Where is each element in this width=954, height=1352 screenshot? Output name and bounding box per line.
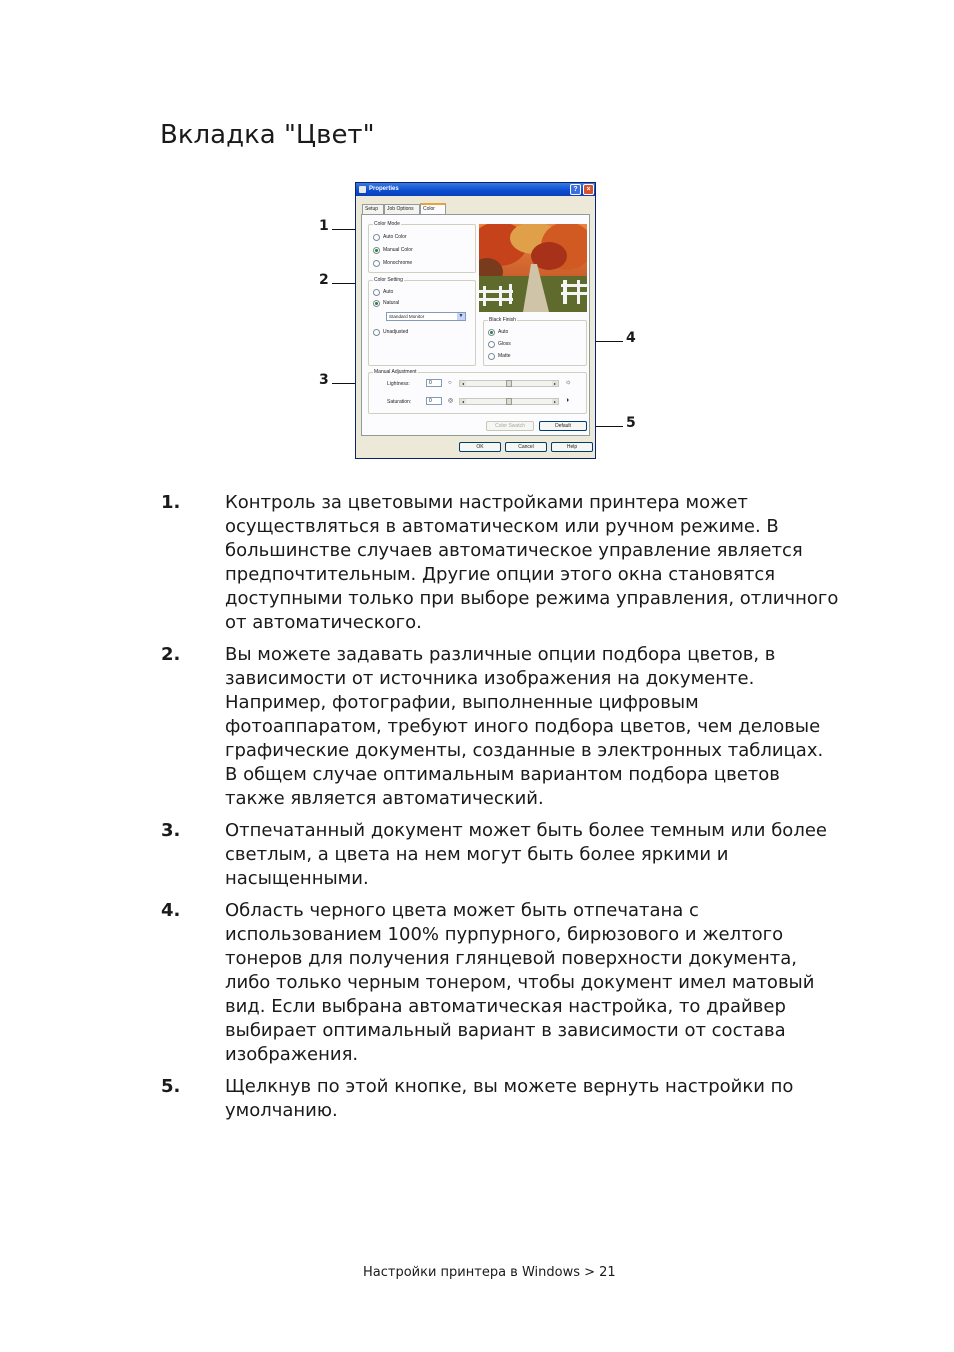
radio-label: Auto: [383, 289, 394, 295]
high-saturation-icon: ◑: [565, 397, 570, 404]
list-item: [160, 899, 840, 1067]
color-tab-panel: [361, 214, 590, 436]
slider-thumb[interactable]: [506, 380, 512, 387]
item-text: Отпечатанный документ может быть более темным или более светлым, а цвета на нем могут быть более яркими и насыщенными.: [225, 820, 827, 889]
ok-button[interactable]: OK: [459, 442, 501, 452]
monitor-profile-select[interactable]: [386, 312, 466, 321]
item-text: Контроль за цветовыми настройками принтера может осуществляться в автоматическом или ручном режиме. В большинстве случаев автоматическое управление является предпочтительным. Другие опции этого окна становятся доступными только при выборе режима управления, отличного от автоматического.: [225, 492, 839, 633]
lightness-slider[interactable]: [459, 380, 559, 387]
low-saturation-icon: ◎: [448, 398, 454, 404]
item-text: Вы можете задавать различные опции подбора цветов, в зависимости от источника изображения на документе. Например, фотографии, выполненные цифровым фотоаппаратом, требуют иного подбора цветов, чем деловые графические документы, созданные в электронных таблицах. В общем случае оптимальным вариантом подбора цветов также является автоматический.: [225, 644, 824, 809]
close-icon[interactable]: ×: [583, 184, 594, 195]
callout-2: 2: [319, 272, 329, 288]
slider-left-arrow-icon[interactable]: ◂: [461, 399, 464, 404]
slider-right-arrow-icon[interactable]: ▸: [553, 399, 556, 404]
item-number: 5.: [161, 1076, 181, 1097]
help-icon[interactable]: ?: [570, 184, 581, 195]
item-text: Щелкнув по этой кнопке, вы можете вернуть настройки по умолчанию.: [225, 1076, 794, 1121]
radio-button[interactable]: [373, 329, 380, 336]
radio-label: Auto Color: [383, 234, 407, 240]
black-finish-label: Black Finish: [489, 317, 516, 323]
radio-button[interactable]: [373, 289, 380, 296]
item-number: 3.: [161, 820, 181, 841]
cancel-button[interactable]: Cancel: [505, 442, 547, 452]
printer-icon: [359, 186, 366, 193]
slider-thumb[interactable]: [506, 398, 512, 405]
lightness-row: [375, 379, 585, 389]
dialog-titlebar[interactable]: [356, 183, 595, 196]
page-title: Вкладка "Цвет": [160, 120, 375, 150]
radio-button[interactable]: [488, 341, 495, 348]
radio-button[interactable]: [488, 353, 495, 360]
saturation-slider[interactable]: [459, 398, 559, 405]
list-item: [160, 491, 840, 635]
select-value: Standard Monitor: [389, 314, 425, 319]
preview-photo: [479, 224, 587, 312]
radio-button-selected[interactable]: [488, 329, 495, 336]
slider-left-arrow-icon[interactable]: ◂: [461, 381, 464, 386]
default-button[interactable]: Default: [539, 421, 587, 431]
autumn-road-photo: [479, 224, 587, 312]
color-swatch-button[interactable]: Color Swatch: [486, 421, 534, 431]
radio-label: Unadjusted: [383, 329, 409, 335]
list-item: [160, 643, 840, 811]
tab-setup[interactable]: Setup: [362, 204, 384, 214]
color-setting-label: Color Setting: [374, 277, 403, 283]
color-setting-group: [368, 277, 476, 366]
color-mode-label: Color Mode: [374, 221, 400, 227]
radio-button-selected[interactable]: [373, 300, 380, 307]
radio-button[interactable]: [373, 260, 380, 267]
item-number: 4.: [161, 900, 181, 921]
black-finish-group: [483, 317, 587, 366]
item-number: 2.: [161, 644, 181, 665]
item-number: 1.: [161, 492, 181, 513]
radio-label: Gloss: [498, 341, 511, 347]
callout-3: 3: [319, 372, 329, 388]
lightness-label: Lightness:: [387, 381, 410, 387]
dialog-title: Properties: [369, 186, 399, 192]
list-item: [160, 1075, 840, 1123]
radio-button[interactable]: [373, 234, 380, 241]
manual-adjustment-group: [368, 369, 587, 414]
sun-icon: ☼: [565, 379, 572, 386]
slider-right-arrow-icon[interactable]: ▸: [553, 381, 556, 386]
callout-5: 5: [626, 415, 636, 431]
callout-4: 4: [626, 330, 636, 346]
list-item: [160, 819, 840, 891]
screenshot-figure: [0, 0, 954, 470]
radio-label: Natural: [383, 300, 400, 306]
properties-dialog: [355, 182, 596, 459]
tab-color[interactable]: Color: [420, 203, 446, 215]
radio-label: Matte: [498, 353, 511, 359]
radio-label: Manual Color: [383, 247, 413, 253]
item-text: Область черного цвета может быть отпечатана с использованием 100% пурпурного, бирюзового и желтого тонеров для получения глянцевой поверхности документа, либо только черным тонером, чтобы документ имел матовый вид. Если выбрана автоматическая настройка, то драйвер выбирает оптимальный вариант в зависимости от состава изображения.: [225, 900, 815, 1065]
radio-button-selected[interactable]: [373, 247, 380, 254]
radio-label: Auto: [498, 329, 509, 335]
dark-circle-icon: ○: [448, 380, 452, 386]
tab-job-options[interactable]: Job Options: [384, 204, 420, 214]
page-footer: Настройки принтера в Windows > 21: [363, 1265, 616, 1280]
saturation-input[interactable]: 0: [426, 397, 442, 405]
saturation-label: Saturation:: [387, 399, 412, 405]
callout-1: 1: [319, 218, 329, 234]
saturation-row: [375, 397, 585, 407]
explanation-list: [160, 491, 840, 1131]
chevron-down-icon[interactable]: ▼: [458, 313, 464, 319]
color-mode-group: [368, 221, 476, 273]
manual-adjustment-label: Manual Adjustment: [374, 369, 417, 375]
help-button[interactable]: Help: [551, 442, 593, 452]
radio-label: Monochrome: [383, 260, 413, 266]
lightness-input[interactable]: 0: [426, 379, 442, 387]
